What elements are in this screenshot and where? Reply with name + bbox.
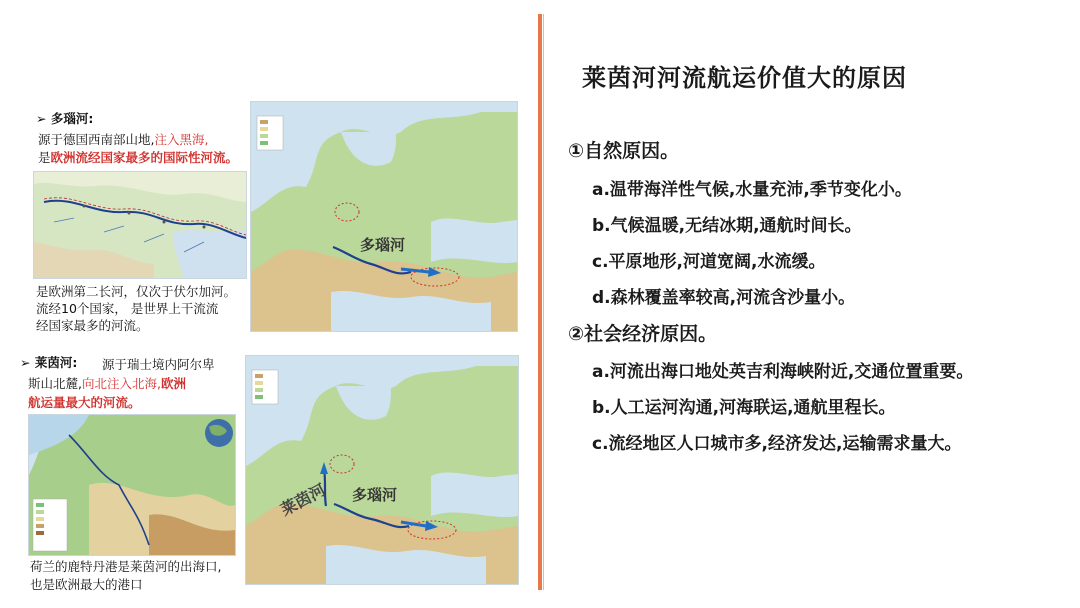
rhine-line2 (28, 375, 186, 392)
danube-line2-text: 是 (38, 150, 51, 165)
danube-line1 (38, 131, 208, 148)
danube-caption-1: 是欧洲第二长河，仅次于伏尔加河。 (36, 284, 237, 299)
danube-line1-text: 源于德国西南部山地, (38, 132, 155, 147)
rhine-line2-highlight: 向北注入北海, (81, 376, 161, 391)
natural-reasons-heading: ①自然原因。 (568, 140, 680, 162)
social-reason-b: b.人工运河沟通,河海联运,通航里程长。 (592, 398, 896, 418)
rhine-line2-text: 斯山北麓, (28, 376, 82, 391)
rhine-map-label: 莱茵河 (277, 480, 329, 520)
vertical-divider-shadow (543, 14, 544, 590)
rhine-heading (20, 354, 77, 371)
social-reason-c: c.流经地区人口城市多,经济发达,运输需求量大。 (592, 434, 962, 454)
danube-line2 (38, 149, 238, 166)
vertical-divider (538, 14, 542, 590)
social-reasons-heading: ②社会经济原因。 (568, 323, 718, 345)
rhine-caption-1: 荷兰的鹿特丹港是莱茵河的出海口, (30, 559, 222, 574)
europe-map-danube (250, 101, 518, 332)
natural-reason-a: a.温带海洋性气候,水量充沛,季节变化小。 (592, 180, 912, 200)
natural-reason-d: d.森林覆盖率较高,河流含沙量小。 (592, 288, 856, 308)
social-reason-a: a.河流出海口地处英吉利海峡附近,交通位置重要。 (592, 362, 974, 382)
rhine-line2-bold: 欧洲 (160, 376, 186, 391)
natural-reason-c: c.平原地形,河道宽阔,水流缓。 (592, 252, 826, 272)
danube-line1-highlight: 注入黑海, (154, 132, 209, 147)
danube-name: 多瑙河: (50, 111, 94, 126)
rhine-line1: 源于瑞士境内阿尔卑 (102, 357, 215, 372)
danube-map-label: 多瑙河 (360, 236, 406, 254)
rhine-bullet: ➢ (20, 355, 31, 370)
rhine-basin-map (28, 414, 236, 556)
danube-caption-3: 经国家最多的河流。 (36, 318, 149, 333)
danube-bullet: ➢ (36, 111, 47, 126)
danube-caption-2: 流经10个国家， 是世界上干流流 (36, 301, 219, 316)
rhine-line3: 航运量最大的河流。 (28, 395, 141, 410)
danube-basin-map (33, 171, 247, 279)
danube-heading (36, 110, 93, 127)
rhine-name: 莱茵河: (34, 355, 78, 370)
danube-line2-highlight: 欧洲流经国家最多的国际性河流。 (50, 150, 239, 165)
rhine-caption-2: 也是欧洲最大的港口 (30, 577, 143, 592)
danube-map-label-2: 多瑙河 (352, 486, 398, 504)
europe-map-rhine (245, 355, 519, 585)
natural-reason-b: b.气候温暖,无结冰期,通航时间长。 (592, 216, 862, 236)
page-title: 莱茵河河流航运价值大的原因 (582, 64, 907, 92)
